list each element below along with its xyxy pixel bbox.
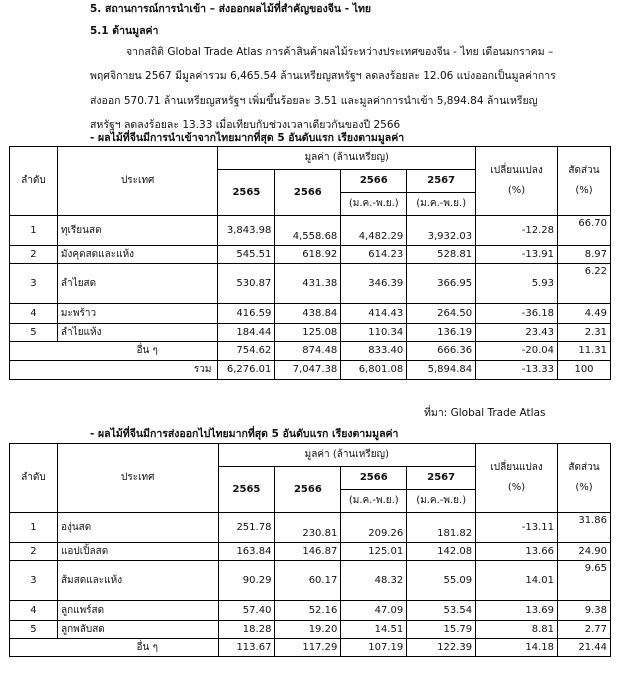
value-header: มูลค่า (ล้านเหรียญ) — [218, 444, 476, 467]
value-2566-partial-cell: 614.23 — [341, 246, 407, 264]
rank-cell: 2 — [10, 543, 58, 561]
value-2566-partial-cell: 414.43 — [341, 304, 407, 324]
period-header: (ม.ค.-พ.ย.) — [341, 193, 407, 216]
share-header-label: สัดส่วน — [568, 165, 600, 176]
value-2566-cell: 431.38 — [275, 264, 341, 304]
value-2566-cell: 618.92 — [275, 246, 341, 264]
value-2566-partial-cell: 125.01 — [341, 543, 407, 561]
year-2566-header: 2566 — [275, 170, 341, 216]
change-cell: 23.43 — [476, 324, 558, 342]
table-row — [10, 543, 611, 561]
value-2565-cell: 57.40 — [218, 601, 275, 621]
import-table — [9, 146, 611, 380]
share-header-label: สัดส่วน — [568, 462, 600, 473]
value-2566-cell: 230.81 — [275, 513, 341, 543]
table-row — [10, 621, 611, 639]
value-2565-cell: 545.51 — [218, 246, 275, 264]
rank-cell: 5 — [10, 324, 58, 342]
value-2566-partial-cell: 48.32 — [341, 561, 407, 601]
share-cell: 11.31 — [558, 342, 611, 361]
value-2567-partial-cell: 136.19 — [407, 324, 476, 342]
value-2567-partial-cell: 3,932.03 — [407, 216, 476, 246]
value-2566-cell: 874.48 — [275, 342, 341, 361]
value-header: มูลค่า (ล้านเหรียญ) — [218, 147, 476, 170]
country-cell: ลำไยแห้ง — [57, 324, 217, 342]
rank-cell: 1 — [10, 513, 58, 543]
change-cell: -13.91 — [476, 246, 558, 264]
share-cell: 2.77 — [558, 621, 611, 639]
value-2566-cell: 125.08 — [275, 324, 341, 342]
share-cell: 2.31 — [558, 324, 611, 342]
value-2567-partial-cell: 264.50 — [407, 304, 476, 324]
rank-cell: 4 — [10, 601, 58, 621]
share-cell: 100 — [558, 361, 611, 380]
value-2566-partial-cell: 209.26 — [341, 513, 407, 543]
total-row — [10, 361, 611, 380]
change-header-unit: (%) — [507, 482, 526, 493]
change-cell: 14.18 — [476, 639, 558, 657]
others-label: อื่น ๆ — [10, 639, 219, 657]
country-cell: ทุเรียนสด — [57, 216, 217, 246]
value-2566-partial-cell: 14.51 — [341, 621, 407, 639]
rank-header: ลำดับ — [10, 147, 58, 216]
value-2567-partial-cell: 142.08 — [407, 543, 476, 561]
value-2565-cell: 6,276.01 — [218, 361, 275, 380]
table-row — [10, 513, 611, 543]
country-cell: มะพร้าว — [57, 304, 217, 324]
change-header — [476, 147, 558, 216]
share-cell: 9.38 — [558, 601, 611, 621]
change-cell: -13.11 — [476, 513, 558, 543]
value-2565-cell: 754.62 — [218, 342, 275, 361]
value-2566-partial-cell: 833.40 — [341, 342, 407, 361]
value-2565-cell: 3,843.98 — [218, 216, 275, 246]
paragraph-line: ส่งออก 570.71 ล้านเหรียญสหรัฐฯ เพิ่มขึ้นร้อยละ 3.51 และมูลค่าการนำเข้า 5,894.84 ล้านเหรียญ — [90, 95, 538, 107]
change-cell: -13.33 — [476, 361, 558, 380]
change-cell: -20.04 — [476, 342, 558, 361]
value-2565-cell: 163.84 — [218, 543, 275, 561]
change-header-label: เปลี่ยนแปลง — [490, 462, 543, 473]
change-header — [476, 444, 558, 513]
share-header — [558, 444, 611, 513]
others-label: อื่น ๆ — [10, 342, 218, 361]
table-row — [10, 561, 611, 601]
country-cell: ลูกพลับสด — [57, 621, 218, 639]
paragraph-line: สหรัฐฯ ลดลงร้อยละ 13.33 เมื่อเทียบกับช่วงเวลาเดียวกันของปี 2566 — [90, 119, 401, 131]
value-2566-partial-cell: 4,482.29 — [341, 216, 407, 246]
share-cell: 31.86 — [558, 513, 611, 543]
paragraph-line: จากสถิติ Global Trade Atlas การค้าสินค้าผลไม้ระหว่างประเทศของจีน - ไทย เดือนมกราคม – — [126, 46, 554, 58]
share-header-unit: (%) — [575, 185, 593, 196]
value-2566-cell: 7,047.38 — [275, 361, 341, 380]
share-cell: 21.44 — [558, 639, 611, 657]
country-cell: ลำไยสด — [57, 264, 217, 304]
share-cell: 4.49 — [558, 304, 611, 324]
value-2565-cell: 530.87 — [218, 264, 275, 304]
country-cell: องุ่นสด — [57, 513, 218, 543]
change-cell: 13.66 — [476, 543, 558, 561]
table-row — [10, 216, 611, 246]
country-cell: ส้มสดและแห้ง — [57, 561, 218, 601]
rank-cell: 3 — [10, 561, 58, 601]
value-2567-partial-cell: 528.81 — [407, 246, 476, 264]
rank-cell: 4 — [10, 304, 58, 324]
total-label: รวม — [10, 361, 218, 380]
value-2566-cell: 4,558.68 — [275, 216, 341, 246]
value-2566-partial-cell: 47.09 — [341, 601, 407, 621]
value-2566-partial-cell: 110.34 — [341, 324, 407, 342]
share-header — [558, 147, 611, 216]
value-2566-cell: 117.29 — [275, 639, 341, 657]
country-header: ประเทศ — [57, 444, 218, 513]
value-2566-cell: 19.20 — [275, 621, 341, 639]
value-2567-partial-cell: 55.09 — [407, 561, 476, 601]
share-header-unit: (%) — [575, 482, 593, 493]
value-2565-cell: 251.78 — [218, 513, 275, 543]
share-cell: 9.65 — [558, 561, 611, 601]
change-header-label: เปลี่ยนแปลง — [490, 165, 543, 176]
year-2567-partial-header: 2567 — [407, 170, 476, 193]
value-2565-cell: 184.44 — [218, 324, 275, 342]
paragraph-line: พฤศจิกายน 2567 มีมูลค่ารวม 6,465.54 ล้านเหรียญสหรัฐฯ ลดลงร้อยละ 12.06 แบ่งออกเป็นมูลค่าการ — [90, 70, 556, 82]
value-2567-partial-cell: 122.39 — [407, 639, 476, 657]
export-table — [9, 443, 611, 657]
value-2565-cell: 90.29 — [218, 561, 275, 601]
table-row — [10, 264, 611, 304]
section-title: 5. สถานการณ์การนำเข้า – ส่งออกผลไม้ที่สำคัญของจีน - ไทย — [90, 3, 372, 15]
change-cell: -36.18 — [476, 304, 558, 324]
value-2567-partial-cell: 181.82 — [407, 513, 476, 543]
change-cell: 5.93 — [476, 264, 558, 304]
value-2565-cell: 416.59 — [218, 304, 275, 324]
table-row — [10, 601, 611, 621]
value-2567-partial-cell: 5,894.84 — [407, 361, 476, 380]
table-row — [10, 246, 611, 264]
year-2567-partial-header: 2567 — [407, 467, 476, 490]
country-cell: มังคุดสดและแห้ง — [57, 246, 217, 264]
share-cell: 66.70 — [558, 216, 611, 246]
subsection-title: 5.1 ด้านมูลค่า — [90, 25, 159, 37]
value-2566-partial-cell: 346.39 — [341, 264, 407, 304]
change-cell: -12.28 — [476, 216, 558, 246]
rank-header: ลำดับ — [10, 444, 58, 513]
change-cell: 8.81 — [476, 621, 558, 639]
value-2566-cell: 146.87 — [275, 543, 341, 561]
country-cell: แอปเปิ้ลสด — [57, 543, 218, 561]
import-table-caption: - ผลไม้ที่จีนมีการนำเข้าจากไทยมากที่สุด 5 อันดับแรก เรียงตามมูลค่า — [90, 132, 405, 144]
period-header: (ม.ค.-พ.ย.) — [341, 490, 407, 513]
value-2566-partial-cell: 6,801.08 — [341, 361, 407, 380]
value-2565-cell: 113.67 — [218, 639, 275, 657]
others-row — [10, 639, 611, 657]
value-2567-partial-cell: 366.95 — [407, 264, 476, 304]
country-cell: ลูกแพร์สด — [57, 601, 218, 621]
share-cell: 24.90 — [558, 543, 611, 561]
value-2566-partial-cell: 107.19 — [341, 639, 407, 657]
period-header: (ม.ค.-พ.ย.) — [407, 490, 476, 513]
change-cell: 13.69 — [476, 601, 558, 621]
table-row — [10, 304, 611, 324]
rank-cell: 2 — [10, 246, 58, 264]
change-header-unit: (%) — [507, 185, 526, 196]
others-row — [10, 342, 611, 361]
share-cell: 6.22 — [558, 264, 611, 304]
export-table-caption: - ผลไม้ที่จีนมีการส่งออกไปไทยมากที่สุด 5 อันดับแรก เรียงตามมูลค่า — [90, 428, 399, 440]
value-2566-cell: 60.17 — [275, 561, 341, 601]
year-2566-partial-header: 2566 — [341, 170, 407, 193]
year-2565-header: 2565 — [218, 170, 275, 216]
share-cell: 8.97 — [558, 246, 611, 264]
year-2566-header: 2566 — [275, 467, 341, 513]
year-2565-header: 2565 — [218, 467, 275, 513]
value-2567-partial-cell: 15.79 — [407, 621, 476, 639]
table-row — [10, 324, 611, 342]
period-header: (ม.ค.-พ.ย.) — [407, 193, 476, 216]
value-2566-cell: 438.84 — [275, 304, 341, 324]
rank-cell: 1 — [10, 216, 58, 246]
rank-cell: 3 — [10, 264, 58, 304]
rank-cell: 5 — [10, 621, 58, 639]
source-note: ที่มา: Global Trade Atlas — [424, 407, 546, 419]
value-2565-cell: 18.28 — [218, 621, 275, 639]
change-cell: 14.01 — [476, 561, 558, 601]
value-2566-cell: 52.16 — [275, 601, 341, 621]
value-2567-partial-cell: 666.36 — [407, 342, 476, 361]
year-2566-partial-header: 2566 — [341, 467, 407, 490]
country-header: ประเทศ — [57, 147, 217, 216]
value-2567-partial-cell: 53.54 — [407, 601, 476, 621]
